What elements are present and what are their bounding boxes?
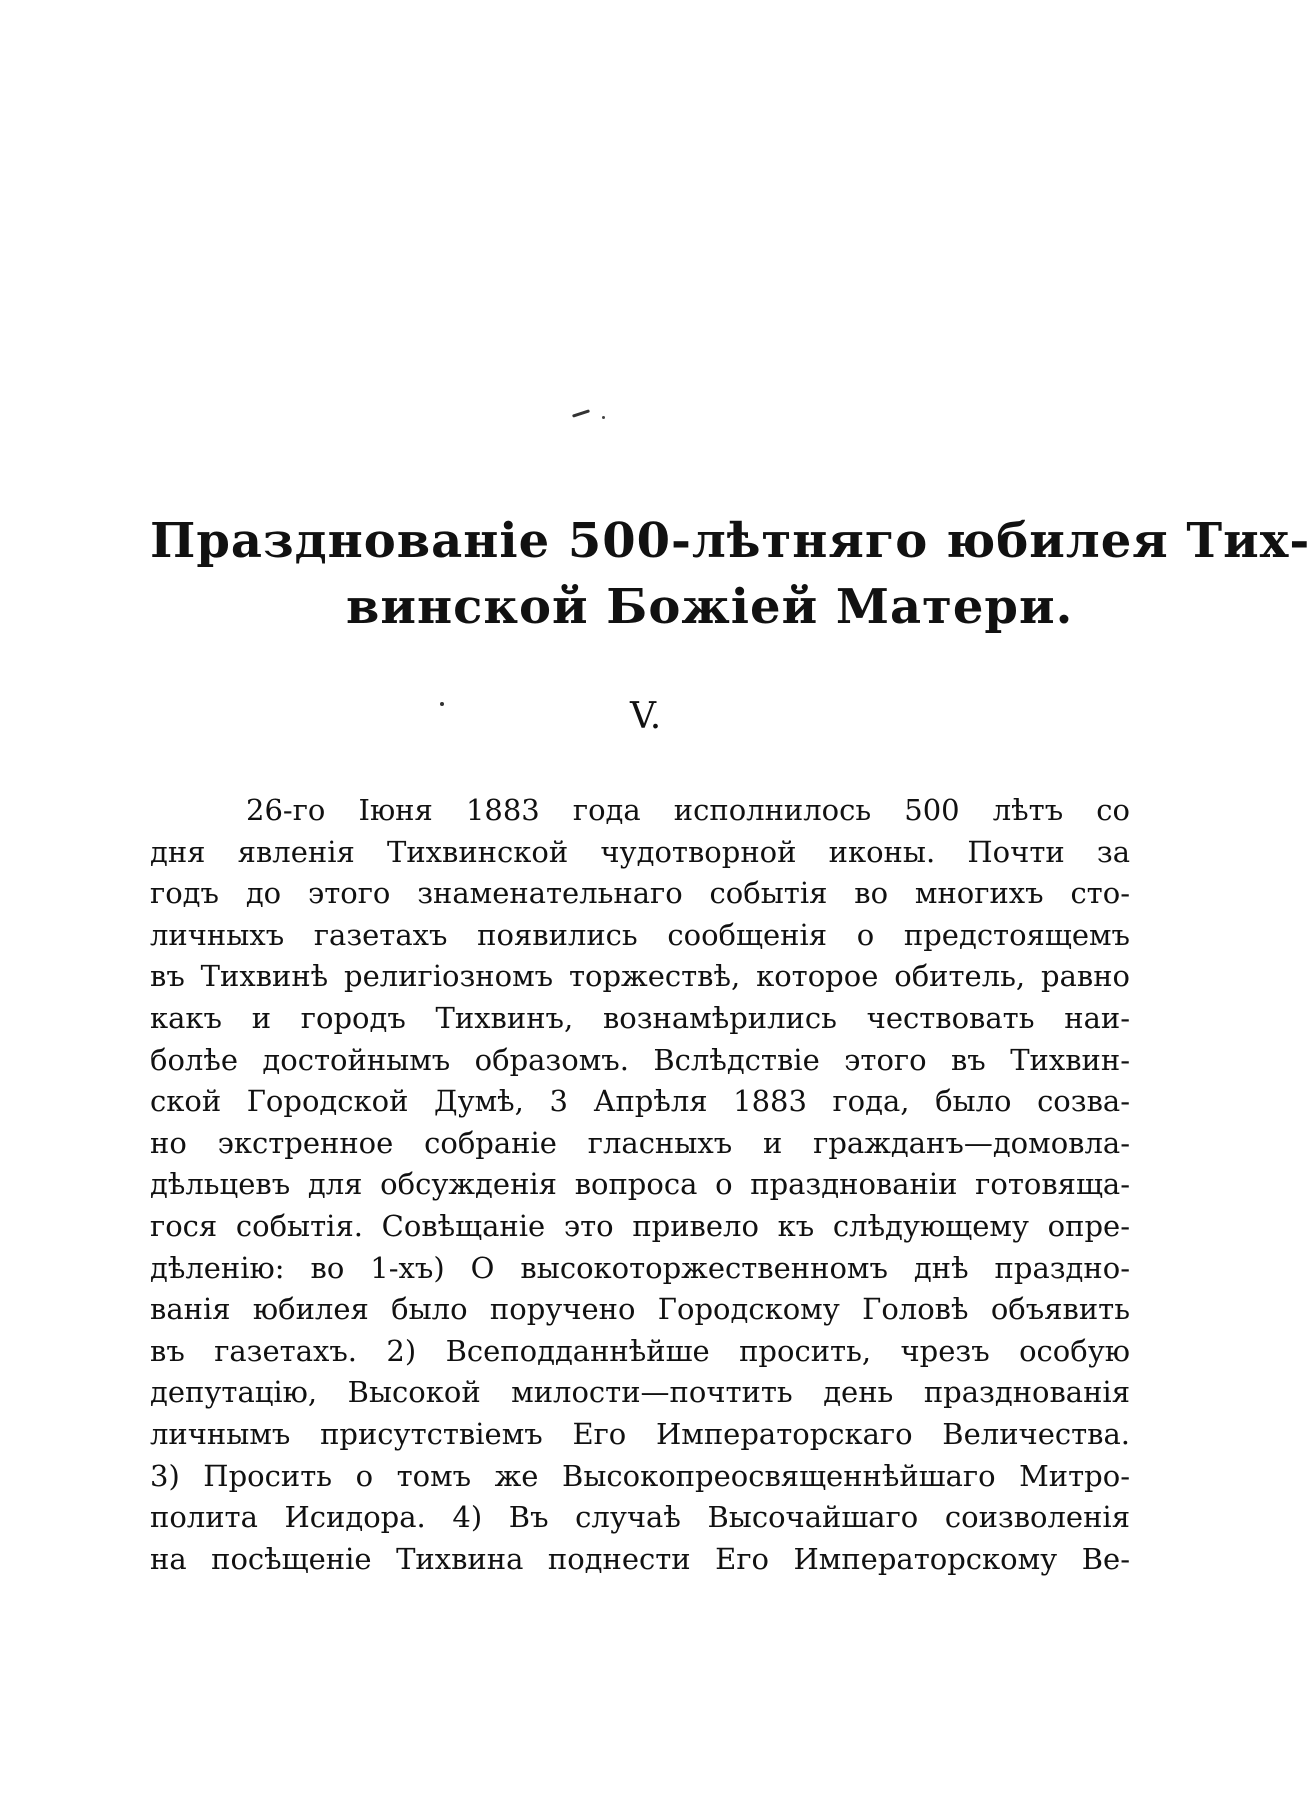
body-line: полита Исидора. 4) Въ случаѣ Высочайшаго соизволенія	[150, 1500, 1130, 1535]
body-line: личнымъ присутствіемъ Его Императорскаго Величества.	[150, 1416, 1130, 1451]
body-line: болѣе достойнымъ образомъ. Вслѣдствіе этого въ Тихвин-	[150, 1042, 1130, 1077]
body-paragraph	[150, 790, 1130, 1580]
body-line: дня явленія Тихвинской чудотворной иконы. Почти за	[150, 834, 1130, 869]
body-line: личныхъ газетахъ появились сообщенія о предстоящемъ	[150, 917, 1130, 952]
body-line: на посѣщеніе Тихвина поднести Его Императорскому Ве-	[150, 1541, 1130, 1576]
body-line: дѣльцевъ для обсужденія вопроса о празднованіи готовяща-	[150, 1167, 1130, 1202]
print-speck	[602, 416, 605, 419]
body-line: 26-го Іюня 1883 года исполнилось 500 лѣтъ со	[246, 793, 1130, 827]
body-line: въ газетахъ. 2) Всеподданнѣйше просить, чрезъ особую	[150, 1333, 1130, 1368]
chapter-title-line-2: винской Божіей Матери.	[346, 579, 1074, 635]
print-speck	[440, 702, 444, 706]
body-line: какъ и городъ Тихвинъ, вознамѣрились чествовать наи-	[150, 1000, 1130, 1035]
print-speck	[572, 409, 590, 417]
body-line: 3) Просить о томъ же Высокопреосвященнѣйшаго Митро-	[150, 1458, 1130, 1493]
body-line: ской Городской Думѣ, 3 Апрѣля 1883 года, было созва-	[150, 1084, 1130, 1119]
body-line: ванія юбилея было поручено Городскому Головѣ объявить	[150, 1292, 1130, 1327]
body-line: въ Тихвинѣ религіозномъ торжествѣ, которое обитель, равно	[150, 959, 1130, 994]
body-line: дѣленію: во 1-хъ) О высокоторжественномъ днѣ праздно-	[150, 1250, 1130, 1285]
chapter-title-line-1: Празднованіе 500-лѣтняго юбилея Тих-	[150, 513, 1310, 569]
body-line: депутацію, Высокой милости—почтить день празднованія	[150, 1375, 1130, 1410]
body-line: гося событія. Совѣщаніе это привело къ слѣдующему опре-	[150, 1208, 1130, 1243]
body-line: годъ до этого знаменательнаго событія во многихъ сто-	[150, 876, 1130, 911]
section-numeral: V.	[630, 696, 662, 737]
chapter-title	[150, 508, 1310, 640]
body-line: но экстренное собраніе гласныхъ и гражданъ—домовла-	[150, 1125, 1130, 1160]
